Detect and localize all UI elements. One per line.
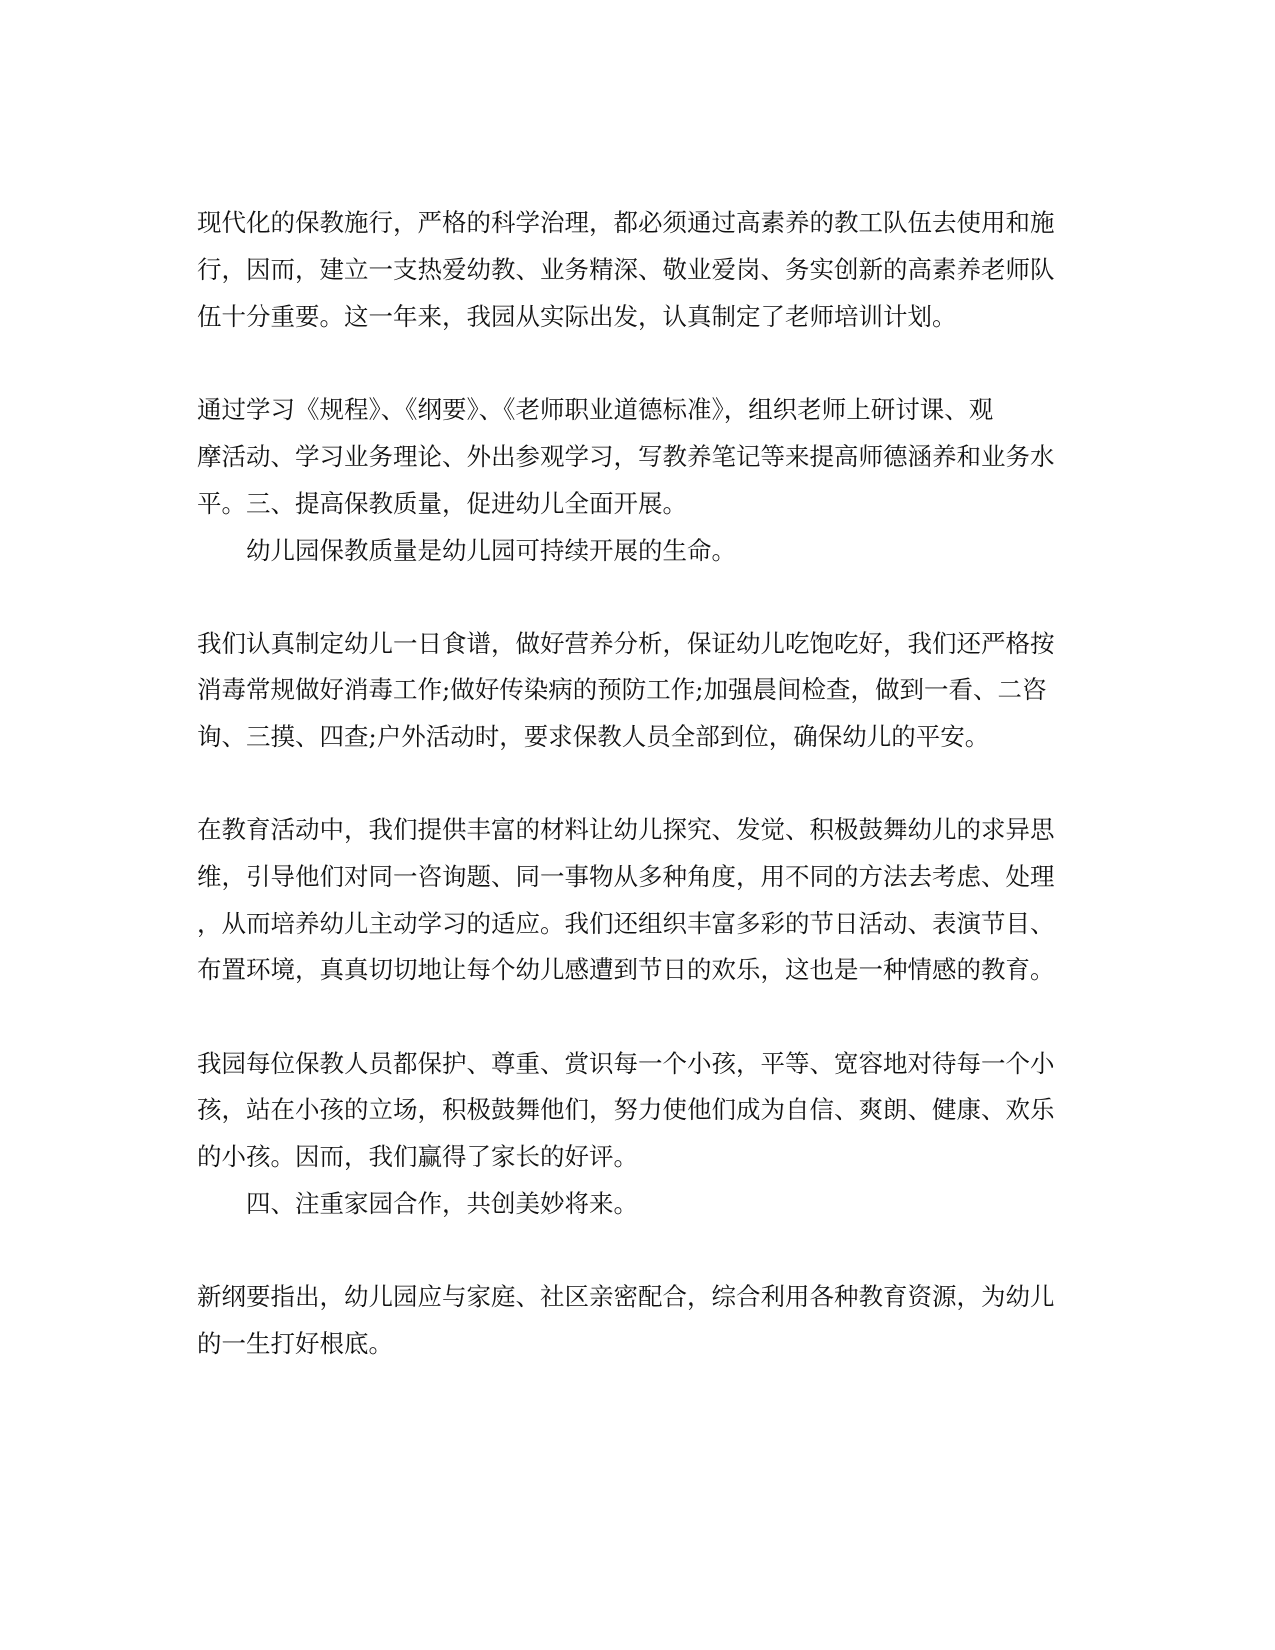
text-line: 四、注重家园合作，共创美妙将来。 [246, 1189, 638, 1218]
text-line: 通过学习《规程》、《纲要》、《老师职业道德标准》，组织老师上研讨课、观 [197, 395, 994, 424]
text-line: ，从而培养幼儿主动学习的适应。我们还组织丰富多彩的节日活动、表演节目、 [197, 909, 1055, 938]
text-line: 布置环境，真真切切地让每个幼儿感遭到节日的欢乐，这也是一种情感的教育。 [197, 955, 1055, 984]
text-line: 的小孩。因而，我们赢得了家长的好评。 [197, 1142, 638, 1171]
text-line: 新纲要指出，幼儿园应与家庭、社区亲密配合，综合利用各种教育资源，为幼儿 [197, 1282, 1055, 1311]
text-line: 在教育活动中，我们提供丰富的材料让幼儿探究、发觉、积极鼓舞幼儿的求异思 [197, 815, 1055, 844]
text-line: 消毒常规做好消毒工作;做好传染病的预防工作;加强晨间检查，做到一看、二咨 [197, 675, 1047, 704]
text-line: 现代化的保教施行，严格的科学治理，都必须通过高素养的教工队伍去使用和施 [197, 208, 1055, 237]
text-line: 孩，站在小孩的立场，积极鼓舞他们，努力使他们成为自信、爽朗、健康、欢乐 [197, 1095, 1055, 1124]
text-line: 行，因而，建立一支热爱幼教、业务精深、敬业爱岗、务实创新的高素养老师队 [197, 255, 1055, 284]
text-line: 我们认真制定幼儿一日食谱，做好营养分析，保证幼儿吃饱吃好，我们还严格按 [197, 629, 1055, 658]
text-line: 询、三摸、四查;户外活动时，要求保教人员全部到位，确保幼儿的平安。 [197, 722, 990, 751]
text-line: 幼儿园保教质量是幼儿园可持续开展的生命。 [246, 536, 736, 565]
text-line: 伍十分重要。这一年来，我园从实际出发，认真制定了老师培训计划。 [197, 302, 957, 331]
text-line: 平。三、提高保教质量，促进幼儿全面开展。 [197, 489, 687, 518]
text-line: 我园每位保教人员都保护、尊重、赏识每一个小孩，平等、宽容地对待每一个小 [197, 1049, 1055, 1078]
text-line: 的一生打好根底。 [197, 1329, 393, 1358]
text-line: 摩活动、学习业务理论、外出参观学习，写教养笔记等来提高师德涵养和业务水 [197, 442, 1055, 471]
text-line: 维，引导他们对同一咨询题、同一事物从多种角度，用不同的方法去考虑、处理 [197, 862, 1055, 891]
